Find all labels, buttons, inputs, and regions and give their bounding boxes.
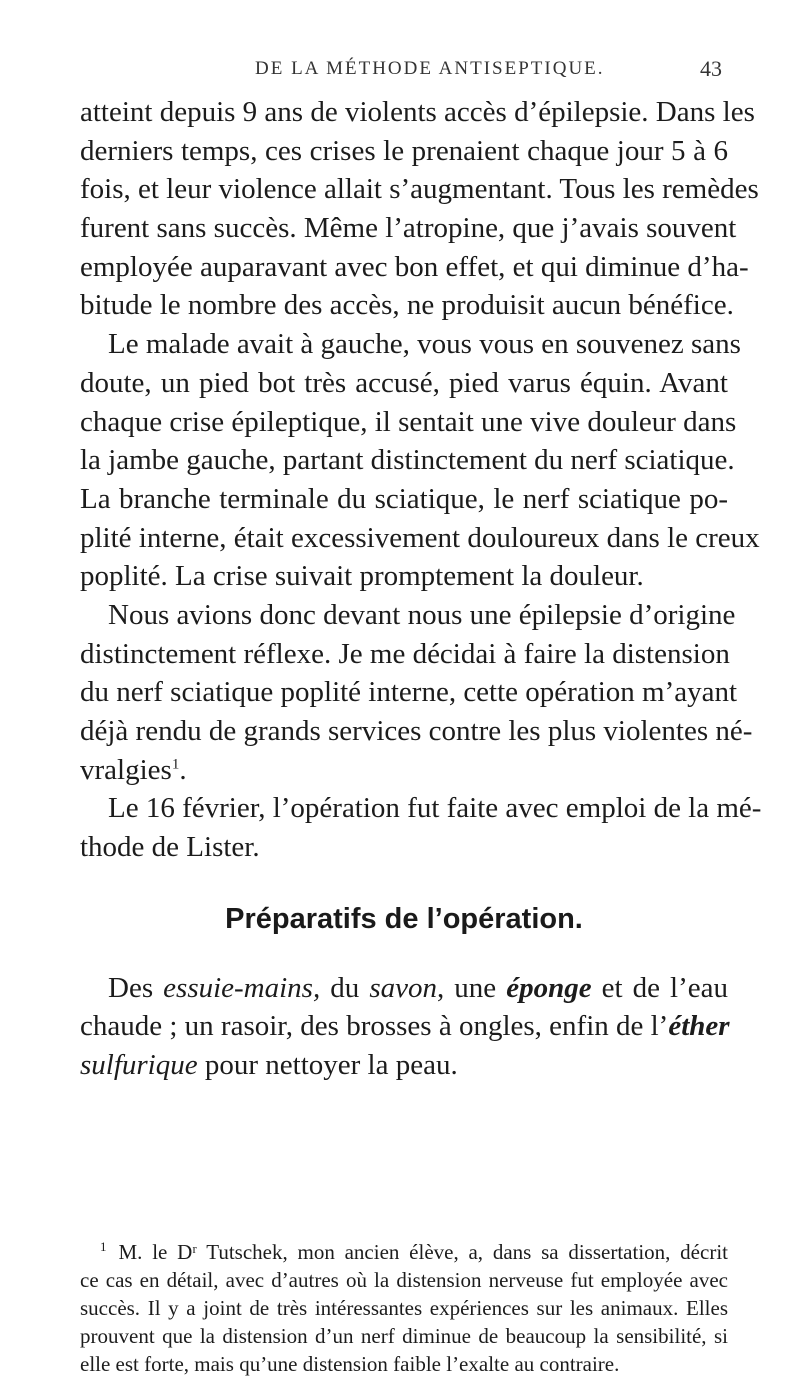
paragraph-4 xyxy=(80,789,762,866)
footnote-reference: 1 xyxy=(171,756,180,773)
text-line xyxy=(80,1046,728,1085)
text-line: thode de Lister. xyxy=(80,831,260,864)
text-fragment: du xyxy=(320,971,370,1004)
text-line: Le 16 février, l’opération fut faite avec emploi de la mé- xyxy=(108,792,762,825)
text-fragment: pour nettoyer la peau. xyxy=(197,1049,458,1082)
text-line: bitude le nombre des accès, ne produisit aucun bénéfice. xyxy=(80,289,734,322)
text-line: employée auparavant avec bon effet, et qui diminue d’ha- xyxy=(80,250,749,283)
text-line: déjà rendu de grands services contre les plus violentes né- xyxy=(80,715,753,747)
text-line: distinctement réflexe. Je me décidai à faire la distension xyxy=(80,637,730,670)
text-line xyxy=(80,751,728,790)
footnote-line xyxy=(80,1238,728,1266)
text-line: Le malade avait à gauche, vous vous en souvenez sans xyxy=(108,328,741,361)
text-fragment: chaude ; un rasoir, des brosses à ongles, enfin de l’ xyxy=(80,1010,669,1043)
footnote xyxy=(80,1238,728,1378)
text-line xyxy=(80,969,728,1008)
paragraph-3 xyxy=(80,596,753,789)
italic-term: éponge xyxy=(506,971,592,1004)
text-line xyxy=(80,1007,728,1046)
text-line: doute, un pied bot très accusé, pied varus équin. Avant xyxy=(80,366,728,399)
italic-term: sulfurique xyxy=(80,1049,198,1082)
footnote-line: prouvent que la distension d’un nerf diminue de beaucoup la sensibilité, si xyxy=(80,1324,728,1348)
main-text xyxy=(80,93,762,1085)
paragraph-2 xyxy=(80,325,760,596)
italic-term: éther xyxy=(668,1010,730,1043)
text-fragment: Des xyxy=(108,971,164,1004)
text-fragment: . xyxy=(179,753,187,786)
text-line: fois, et leur violence allait s’augmentant. Tous les remèdes xyxy=(80,173,759,206)
text-line: atteint depuis 9 ans de violents accès d’épilepsie. Dans les xyxy=(80,96,755,128)
text-line: poplité. La crise suivait promptement la douleur. xyxy=(80,560,644,593)
text-fragment: et de l’eau xyxy=(591,971,728,1004)
italic-term: essuie-mains, xyxy=(163,971,321,1004)
text-fragment: , une xyxy=(437,971,507,1004)
paragraph-5 xyxy=(80,969,728,1085)
paragraph-1 xyxy=(80,93,759,325)
italic-term: savon xyxy=(369,971,437,1004)
running-title: DE LA MÉTHODE ANTISEPTIQUE. xyxy=(255,58,605,79)
text-line: plité interne, était excessivement douloureux dans le creux xyxy=(80,521,760,554)
footnote-line: ce cas en détail, avec d’autres où la distension nerveuse fut employée avec xyxy=(80,1268,728,1292)
text-line: Nous avions donc devant nous une épilepsie d’origine xyxy=(108,598,736,631)
text-line: derniers temps, ces crises le prenaient chaque jour 5 à 6 xyxy=(80,134,728,167)
running-header xyxy=(0,52,800,82)
text-line: La branche terminale du sciatique, le nerf sciatique po- xyxy=(80,482,728,515)
footnote-line: elle est forte, mais qu’une distension faible l’exalte au contraire. xyxy=(80,1352,620,1376)
text-line: la jambe gauche, partant distinctement du nerf sciatique. xyxy=(80,444,735,477)
footnote-text: M. le Dʳ Tutschek, mon ancien élève, a, dans sa dissertation, décrit xyxy=(118,1240,728,1264)
text-line: du nerf sciatique poplité interne, cette opération m’ayant xyxy=(80,676,738,709)
text-fragment: vralgies xyxy=(80,753,172,786)
footnote-marker: 1 xyxy=(100,1239,107,1254)
text-line: furent sans succès. Même l’atropine, que j’avais souvent xyxy=(80,212,737,245)
text-line: chaque crise épileptique, il sentait une vive douleur dans xyxy=(80,405,737,438)
section-heading: Préparatifs de l’opération. xyxy=(225,902,583,935)
page-number: 43 xyxy=(700,56,722,81)
footnote-line: succès. Il y a joint de très intéressantes expériences sur les animaux. Elles xyxy=(80,1296,728,1320)
